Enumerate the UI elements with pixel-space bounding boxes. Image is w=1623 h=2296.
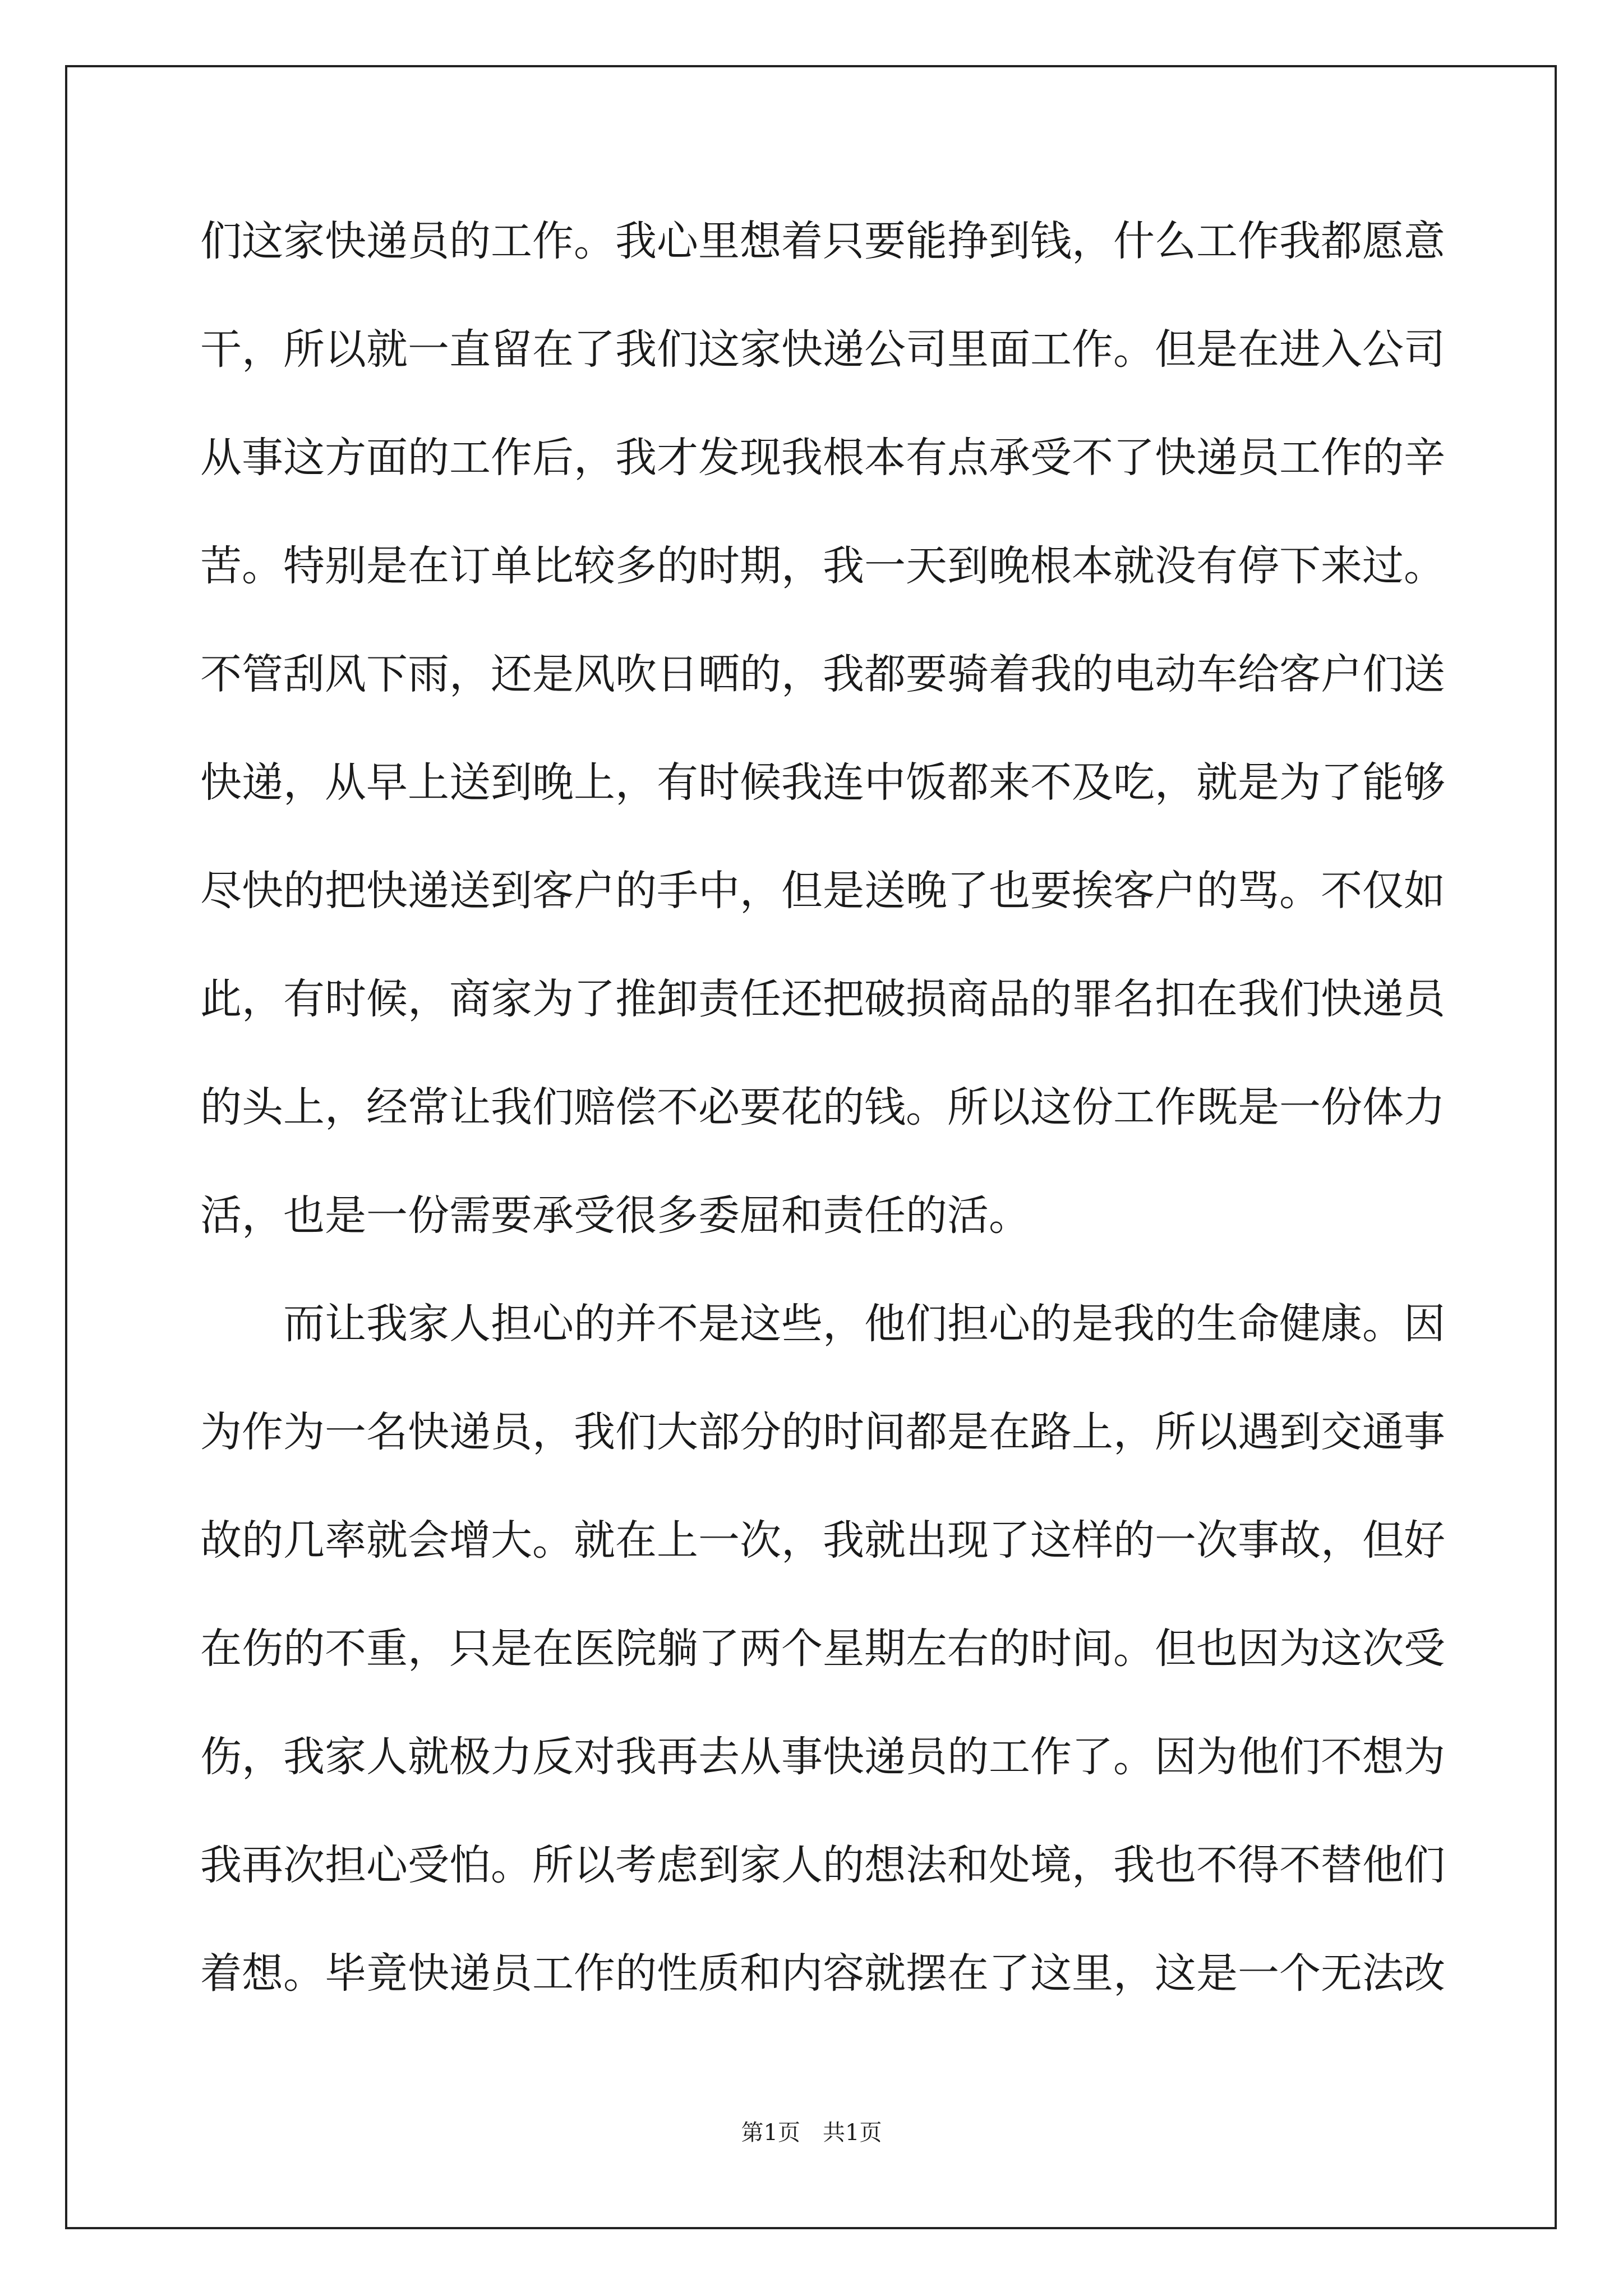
paragraph-1 xyxy=(200,202,1445,1285)
text-line: 此，有时候，商家为了推卸责任还把破损商品的罪名扣在我们快递员 xyxy=(200,975,1445,1023)
page-footer xyxy=(0,2115,1623,2147)
text-line: 干，所以就一直留在了我们这家快递公司里面工作。但是在进入公司 xyxy=(200,325,1445,374)
document-body xyxy=(200,202,1445,2042)
text-line: 们这家快递员的工作。我心里想着只要能挣到钱，什么工作我都愿意 xyxy=(200,217,1445,265)
text-line: 为作为一名快递员，我们大部分的时间都是在路上，所以遇到交通事 xyxy=(200,1408,1445,1456)
text-line: 尽快的把快递送到客户的手中，但是送晚了也要挨客户的骂。不仅如 xyxy=(200,867,1445,915)
text-line: 的头上，经常让我们赔偿不必要花的钱。所以这份工作既是一份体力 xyxy=(200,1083,1445,1131)
text-line: 在伤的不重，只是在医院躺了两个星期左右的时间。但也因为这次受 xyxy=(200,1625,1445,1673)
page-number: 第1页 xyxy=(741,2120,800,2146)
text-line: 着想。毕竟快递员工作的性质和内容就摆在了这里，这是一个无法改 xyxy=(200,1949,1445,1998)
text-line: 快递，从早上送到晚上，有时候我连中饭都来不及吃，就是为了能够 xyxy=(200,758,1445,807)
text-line: 不管刮风下雨，还是风吹日晒的，我都要骑着我的电动车给客户们送 xyxy=(200,650,1445,698)
text-line: 而让我家人担心的并不是这些，他们担心的是我的生命健康。因 xyxy=(283,1300,1445,1348)
paragraph-2 xyxy=(200,1285,1445,2042)
page-total: 共1页 xyxy=(823,2120,882,2146)
text-line: 伤，我家人就极力反对我再去从事快递员的工作了。因为他们不想为 xyxy=(200,1733,1445,1781)
text-line: 苦。特别是在订单比较多的时期，我一天到晚根本就没有停下来过。 xyxy=(200,542,1445,590)
text-line: 我再次担心受怕。所以考虑到家人的想法和处境，我也不得不替他们 xyxy=(200,1841,1445,1889)
text-line: 从事这方面的工作后，我才发现我根本有点承受不了快递员工作的辛 xyxy=(200,434,1445,482)
text-line: 活，也是一份需要承受很多委屈和责任的活。 xyxy=(200,1191,1030,1240)
text-line: 故的几率就会增大。就在上一次，我就出现了这样的一次事故，但好 xyxy=(200,1516,1445,1565)
